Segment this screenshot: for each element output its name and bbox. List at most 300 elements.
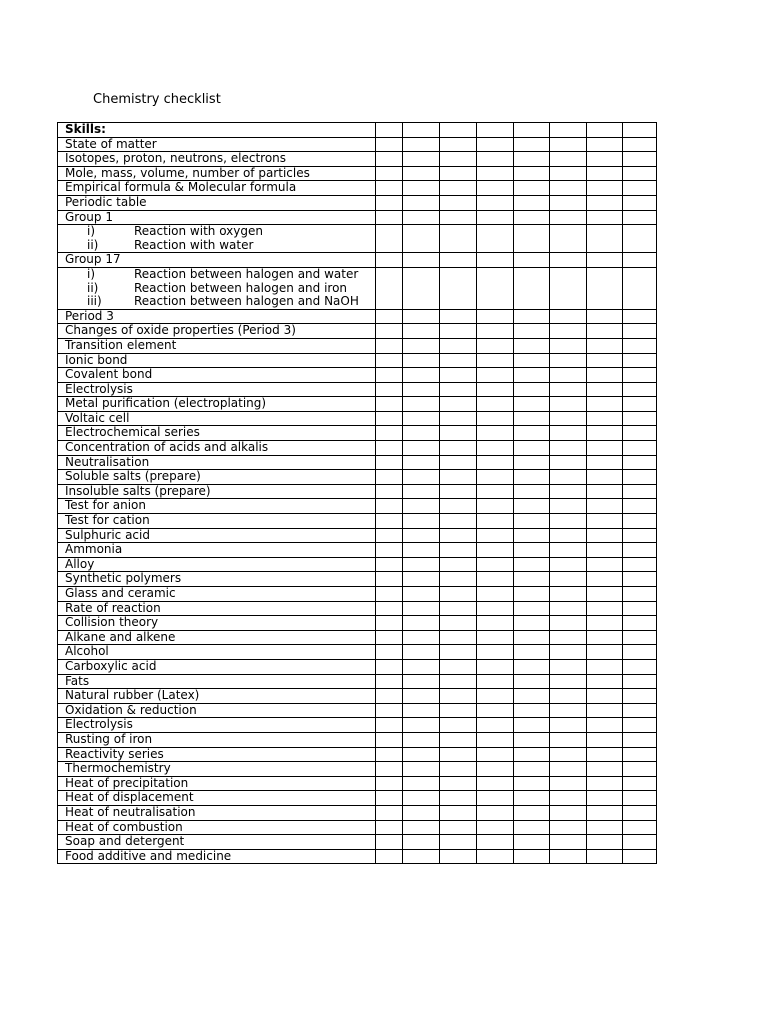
checkbox-cell[interactable]: [376, 267, 403, 309]
checkbox-cell[interactable]: [587, 776, 623, 791]
checkbox-cell[interactable]: [477, 674, 514, 689]
checkbox-cell[interactable]: [587, 309, 623, 324]
checkbox-cell[interactable]: [514, 587, 550, 602]
checkbox-cell[interactable]: [514, 499, 550, 514]
checkbox-cell[interactable]: [514, 137, 550, 152]
checkbox-cell[interactable]: [477, 353, 514, 368]
checkbox-cell[interactable]: [376, 528, 403, 543]
checkbox-cell[interactable]: [477, 630, 514, 645]
checkbox-cell[interactable]: [587, 441, 623, 456]
checkbox-cell[interactable]: [440, 225, 477, 253]
checkbox-cell[interactable]: [514, 324, 550, 339]
checkbox-cell[interactable]: [440, 849, 477, 864]
checkbox-cell[interactable]: [550, 253, 587, 268]
checkbox-cell[interactable]: [550, 338, 587, 353]
checkbox-cell[interactable]: [514, 368, 550, 383]
checkbox-cell[interactable]: [440, 835, 477, 850]
checkbox-cell[interactable]: [376, 195, 403, 210]
checkbox-cell[interactable]: [477, 791, 514, 806]
checkbox-cell[interactable]: [477, 849, 514, 864]
checkbox-cell[interactable]: [440, 659, 477, 674]
checkbox-cell[interactable]: [403, 762, 440, 777]
checkbox-cell[interactable]: [440, 514, 477, 529]
checkbox-cell[interactable]: [477, 601, 514, 616]
checkbox-cell[interactable]: [550, 732, 587, 747]
checkbox-cell[interactable]: [587, 849, 623, 864]
checkbox-cell[interactable]: [376, 572, 403, 587]
checkbox-cell[interactable]: [623, 659, 657, 674]
checkbox-cell[interactable]: [587, 528, 623, 543]
checkbox-cell[interactable]: [623, 572, 657, 587]
checkbox-cell[interactable]: [440, 805, 477, 820]
checkbox-cell[interactable]: [514, 166, 550, 181]
checkbox-cell[interactable]: [477, 820, 514, 835]
checkbox-cell[interactable]: [514, 397, 550, 412]
checkbox-cell[interactable]: [403, 455, 440, 470]
checkbox-cell[interactable]: [623, 499, 657, 514]
checkbox-cell[interactable]: [440, 645, 477, 660]
checkbox-cell[interactable]: [514, 181, 550, 196]
checkbox-cell[interactable]: [623, 470, 657, 485]
checkbox-cell[interactable]: [403, 338, 440, 353]
checkbox-cell[interactable]: [440, 324, 477, 339]
checkbox-cell[interactable]: [477, 470, 514, 485]
checkbox-cell[interactable]: [623, 835, 657, 850]
checkbox-cell[interactable]: [514, 674, 550, 689]
checkbox-cell[interactable]: [587, 368, 623, 383]
checkbox-cell[interactable]: [623, 820, 657, 835]
checkbox-cell[interactable]: [477, 718, 514, 733]
checkbox-cell[interactable]: [587, 470, 623, 485]
checkbox-cell[interactable]: [403, 368, 440, 383]
checkbox-cell[interactable]: [550, 470, 587, 485]
checkbox-cell[interactable]: [550, 368, 587, 383]
checkbox-cell[interactable]: [403, 137, 440, 152]
checkbox-cell[interactable]: [550, 137, 587, 152]
checkbox-cell[interactable]: [514, 659, 550, 674]
checkbox-cell[interactable]: [477, 137, 514, 152]
checkbox-cell[interactable]: [514, 210, 550, 225]
checkbox-cell[interactable]: [550, 791, 587, 806]
checkbox-cell[interactable]: [376, 703, 403, 718]
checkbox-cell[interactable]: [440, 137, 477, 152]
checkbox-cell[interactable]: [514, 353, 550, 368]
checkbox-cell[interactable]: [440, 557, 477, 572]
checkbox-cell[interactable]: [623, 762, 657, 777]
checkbox-cell[interactable]: [623, 382, 657, 397]
checkbox-cell[interactable]: [623, 718, 657, 733]
checkbox-cell[interactable]: [376, 587, 403, 602]
checkbox-cell[interactable]: [623, 267, 657, 309]
checkbox-cell[interactable]: [514, 267, 550, 309]
checkbox-cell[interactable]: [514, 703, 550, 718]
checkbox-cell[interactable]: [623, 309, 657, 324]
checkbox-cell[interactable]: [550, 382, 587, 397]
checkbox-cell[interactable]: [623, 674, 657, 689]
checkbox-cell[interactable]: [550, 455, 587, 470]
checkbox-cell[interactable]: [623, 152, 657, 167]
checkbox-cell[interactable]: [477, 659, 514, 674]
checkbox-cell[interactable]: [376, 645, 403, 660]
checkbox-cell[interactable]: [623, 703, 657, 718]
checkbox-cell[interactable]: [477, 514, 514, 529]
checkbox-cell[interactable]: [403, 514, 440, 529]
checkbox-cell[interactable]: [440, 441, 477, 456]
checkbox-cell[interactable]: [403, 225, 440, 253]
checkbox-cell[interactable]: [376, 689, 403, 704]
checkbox-cell[interactable]: [550, 762, 587, 777]
checkbox-cell[interactable]: [403, 703, 440, 718]
checkbox-cell[interactable]: [440, 820, 477, 835]
checkbox-cell[interactable]: [514, 382, 550, 397]
checkbox-cell[interactable]: [376, 324, 403, 339]
checkbox-cell[interactable]: [477, 225, 514, 253]
checkbox-cell[interactable]: [477, 210, 514, 225]
checkbox-cell[interactable]: [550, 309, 587, 324]
checkbox-cell[interactable]: [440, 152, 477, 167]
checkbox-cell[interactable]: [550, 411, 587, 426]
checkbox-cell[interactable]: [514, 514, 550, 529]
checkbox-cell[interactable]: [514, 123, 550, 138]
checkbox-cell[interactable]: [477, 645, 514, 660]
checkbox-cell[interactable]: [623, 689, 657, 704]
checkbox-cell[interactable]: [550, 195, 587, 210]
checkbox-cell[interactable]: [477, 411, 514, 426]
checkbox-cell[interactable]: [587, 267, 623, 309]
checkbox-cell[interactable]: [587, 587, 623, 602]
checkbox-cell[interactable]: [550, 703, 587, 718]
checkbox-cell[interactable]: [587, 616, 623, 631]
checkbox-cell[interactable]: [587, 253, 623, 268]
checkbox-cell[interactable]: [514, 762, 550, 777]
checkbox-cell[interactable]: [403, 195, 440, 210]
checkbox-cell[interactable]: [376, 601, 403, 616]
checkbox-cell[interactable]: [623, 166, 657, 181]
checkbox-cell[interactable]: [403, 747, 440, 762]
checkbox-cell[interactable]: [623, 353, 657, 368]
checkbox-cell[interactable]: [440, 123, 477, 138]
checkbox-cell[interactable]: [550, 616, 587, 631]
checkbox-cell[interactable]: [514, 557, 550, 572]
checkbox-cell[interactable]: [376, 674, 403, 689]
checkbox-cell[interactable]: [440, 747, 477, 762]
checkbox-cell[interactable]: [440, 210, 477, 225]
checkbox-cell[interactable]: [514, 338, 550, 353]
checkbox-cell[interactable]: [376, 441, 403, 456]
checkbox-cell[interactable]: [403, 835, 440, 850]
checkbox-cell[interactable]: [440, 470, 477, 485]
checkbox-cell[interactable]: [403, 849, 440, 864]
checkbox-cell[interactable]: [550, 441, 587, 456]
checkbox-cell[interactable]: [587, 835, 623, 850]
checkbox-cell[interactable]: [514, 309, 550, 324]
checkbox-cell[interactable]: [550, 849, 587, 864]
checkbox-cell[interactable]: [376, 747, 403, 762]
checkbox-cell[interactable]: [376, 514, 403, 529]
checkbox-cell[interactable]: [477, 528, 514, 543]
checkbox-cell[interactable]: [587, 499, 623, 514]
checkbox-cell[interactable]: [477, 324, 514, 339]
checkbox-cell[interactable]: [440, 195, 477, 210]
checkbox-cell[interactable]: [514, 718, 550, 733]
checkbox-cell[interactable]: [440, 630, 477, 645]
checkbox-cell[interactable]: [550, 426, 587, 441]
checkbox-cell[interactable]: [587, 718, 623, 733]
checkbox-cell[interactable]: [403, 543, 440, 558]
checkbox-cell[interactable]: [440, 484, 477, 499]
checkbox-cell[interactable]: [403, 210, 440, 225]
checkbox-cell[interactable]: [440, 181, 477, 196]
checkbox-cell[interactable]: [514, 689, 550, 704]
checkbox-cell[interactable]: [440, 543, 477, 558]
checkbox-cell[interactable]: [514, 747, 550, 762]
checkbox-cell[interactable]: [587, 166, 623, 181]
checkbox-cell[interactable]: [477, 762, 514, 777]
checkbox-cell[interactable]: [550, 499, 587, 514]
checkbox-cell[interactable]: [587, 426, 623, 441]
checkbox-cell[interactable]: [550, 820, 587, 835]
checkbox-cell[interactable]: [587, 630, 623, 645]
checkbox-cell[interactable]: [403, 309, 440, 324]
checkbox-cell[interactable]: [403, 382, 440, 397]
checkbox-cell[interactable]: [403, 659, 440, 674]
checkbox-cell[interactable]: [623, 210, 657, 225]
checkbox-cell[interactable]: [376, 368, 403, 383]
checkbox-cell[interactable]: [440, 338, 477, 353]
checkbox-cell[interactable]: [440, 732, 477, 747]
checkbox-cell[interactable]: [623, 630, 657, 645]
checkbox-cell[interactable]: [403, 557, 440, 572]
checkbox-cell[interactable]: [550, 805, 587, 820]
checkbox-cell[interactable]: [587, 645, 623, 660]
checkbox-cell[interactable]: [440, 267, 477, 309]
checkbox-cell[interactable]: [440, 762, 477, 777]
checkbox-cell[interactable]: [477, 253, 514, 268]
checkbox-cell[interactable]: [440, 674, 477, 689]
checkbox-cell[interactable]: [440, 253, 477, 268]
checkbox-cell[interactable]: [623, 543, 657, 558]
checkbox-cell[interactable]: [514, 572, 550, 587]
checkbox-cell[interactable]: [477, 616, 514, 631]
checkbox-cell[interactable]: [514, 195, 550, 210]
checkbox-cell[interactable]: [587, 659, 623, 674]
checkbox-cell[interactable]: [623, 181, 657, 196]
checkbox-cell[interactable]: [477, 732, 514, 747]
checkbox-cell[interactable]: [376, 484, 403, 499]
checkbox-cell[interactable]: [477, 152, 514, 167]
checkbox-cell[interactable]: [550, 689, 587, 704]
checkbox-cell[interactable]: [477, 703, 514, 718]
checkbox-cell[interactable]: [550, 484, 587, 499]
checkbox-cell[interactable]: [587, 210, 623, 225]
checkbox-cell[interactable]: [477, 338, 514, 353]
checkbox-cell[interactable]: [550, 210, 587, 225]
checkbox-cell[interactable]: [550, 776, 587, 791]
checkbox-cell[interactable]: [587, 762, 623, 777]
checkbox-cell[interactable]: [403, 411, 440, 426]
checkbox-cell[interactable]: [477, 572, 514, 587]
checkbox-cell[interactable]: [623, 601, 657, 616]
checkbox-cell[interactable]: [440, 353, 477, 368]
checkbox-cell[interactable]: [403, 776, 440, 791]
checkbox-cell[interactable]: [550, 225, 587, 253]
checkbox-cell[interactable]: [623, 338, 657, 353]
checkbox-cell[interactable]: [440, 587, 477, 602]
checkbox-cell[interactable]: [440, 411, 477, 426]
checkbox-cell[interactable]: [403, 181, 440, 196]
checkbox-cell[interactable]: [376, 805, 403, 820]
checkbox-cell[interactable]: [477, 776, 514, 791]
checkbox-cell[interactable]: [550, 353, 587, 368]
checkbox-cell[interactable]: [550, 645, 587, 660]
checkbox-cell[interactable]: [623, 368, 657, 383]
checkbox-cell[interactable]: [514, 820, 550, 835]
checkbox-cell[interactable]: [376, 557, 403, 572]
checkbox-cell[interactable]: [587, 820, 623, 835]
checkbox-cell[interactable]: [477, 195, 514, 210]
checkbox-cell[interactable]: [623, 616, 657, 631]
checkbox-cell[interactable]: [587, 195, 623, 210]
checkbox-cell[interactable]: [623, 776, 657, 791]
checkbox-cell[interactable]: [477, 747, 514, 762]
checkbox-cell[interactable]: [550, 630, 587, 645]
checkbox-cell[interactable]: [550, 181, 587, 196]
checkbox-cell[interactable]: [514, 732, 550, 747]
checkbox-cell[interactable]: [623, 324, 657, 339]
checkbox-cell[interactable]: [477, 499, 514, 514]
checkbox-cell[interactable]: [550, 123, 587, 138]
checkbox-cell[interactable]: [376, 426, 403, 441]
checkbox-cell[interactable]: [477, 368, 514, 383]
checkbox-cell[interactable]: [514, 835, 550, 850]
checkbox-cell[interactable]: [587, 805, 623, 820]
checkbox-cell[interactable]: [514, 645, 550, 660]
checkbox-cell[interactable]: [376, 397, 403, 412]
checkbox-cell[interactable]: [376, 659, 403, 674]
checkbox-cell[interactable]: [403, 587, 440, 602]
checkbox-cell[interactable]: [440, 499, 477, 514]
checkbox-cell[interactable]: [376, 225, 403, 253]
checkbox-cell[interactable]: [477, 805, 514, 820]
checkbox-cell[interactable]: [440, 572, 477, 587]
checkbox-cell[interactable]: [477, 123, 514, 138]
checkbox-cell[interactable]: [403, 791, 440, 806]
checkbox-cell[interactable]: [376, 253, 403, 268]
checkbox-cell[interactable]: [623, 732, 657, 747]
checkbox-cell[interactable]: [440, 791, 477, 806]
checkbox-cell[interactable]: [623, 195, 657, 210]
checkbox-cell[interactable]: [477, 267, 514, 309]
checkbox-cell[interactable]: [376, 732, 403, 747]
checkbox-cell[interactable]: [514, 849, 550, 864]
checkbox-cell[interactable]: [550, 674, 587, 689]
checkbox-cell[interactable]: [623, 747, 657, 762]
checkbox-cell[interactable]: [440, 309, 477, 324]
checkbox-cell[interactable]: [587, 338, 623, 353]
checkbox-cell[interactable]: [440, 166, 477, 181]
checkbox-cell[interactable]: [403, 166, 440, 181]
checkbox-cell[interactable]: [376, 470, 403, 485]
checkbox-cell[interactable]: [623, 411, 657, 426]
checkbox-cell[interactable]: [550, 267, 587, 309]
checkbox-cell[interactable]: [477, 309, 514, 324]
checkbox-cell[interactable]: [587, 455, 623, 470]
checkbox-cell[interactable]: [623, 426, 657, 441]
checkbox-cell[interactable]: [587, 324, 623, 339]
checkbox-cell[interactable]: [550, 659, 587, 674]
checkbox-cell[interactable]: [376, 455, 403, 470]
checkbox-cell[interactable]: [514, 253, 550, 268]
checkbox-cell[interactable]: [477, 397, 514, 412]
checkbox-cell[interactable]: [623, 123, 657, 138]
checkbox-cell[interactable]: [514, 601, 550, 616]
checkbox-cell[interactable]: [514, 776, 550, 791]
checkbox-cell[interactable]: [477, 181, 514, 196]
checkbox-cell[interactable]: [403, 426, 440, 441]
checkbox-cell[interactable]: [440, 601, 477, 616]
checkbox-cell[interactable]: [376, 820, 403, 835]
checkbox-cell[interactable]: [514, 411, 550, 426]
checkbox-cell[interactable]: [376, 210, 403, 225]
checkbox-cell[interactable]: [376, 353, 403, 368]
checkbox-cell[interactable]: [440, 528, 477, 543]
checkbox-cell[interactable]: [440, 382, 477, 397]
checkbox-cell[interactable]: [550, 835, 587, 850]
checkbox-cell[interactable]: [514, 805, 550, 820]
checkbox-cell[interactable]: [376, 849, 403, 864]
checkbox-cell[interactable]: [587, 137, 623, 152]
checkbox-cell[interactable]: [376, 499, 403, 514]
checkbox-cell[interactable]: [550, 152, 587, 167]
checkbox-cell[interactable]: [376, 123, 403, 138]
checkbox-cell[interactable]: [587, 689, 623, 704]
checkbox-cell[interactable]: [623, 455, 657, 470]
checkbox-cell[interactable]: [587, 543, 623, 558]
checkbox-cell[interactable]: [550, 601, 587, 616]
checkbox-cell[interactable]: [623, 397, 657, 412]
checkbox-cell[interactable]: [623, 225, 657, 253]
checkbox-cell[interactable]: [477, 382, 514, 397]
checkbox-cell[interactable]: [587, 747, 623, 762]
checkbox-cell[interactable]: [440, 703, 477, 718]
checkbox-cell[interactable]: [376, 776, 403, 791]
checkbox-cell[interactable]: [376, 181, 403, 196]
checkbox-cell[interactable]: [403, 484, 440, 499]
checkbox-cell[interactable]: [514, 441, 550, 456]
checkbox-cell[interactable]: [403, 123, 440, 138]
checkbox-cell[interactable]: [514, 543, 550, 558]
checkbox-cell[interactable]: [403, 441, 440, 456]
checkbox-cell[interactable]: [403, 397, 440, 412]
checkbox-cell[interactable]: [514, 616, 550, 631]
checkbox-cell[interactable]: [376, 616, 403, 631]
checkbox-cell[interactable]: [623, 253, 657, 268]
checkbox-cell[interactable]: [550, 397, 587, 412]
checkbox-cell[interactable]: [514, 630, 550, 645]
checkbox-cell[interactable]: [587, 397, 623, 412]
checkbox-cell[interactable]: [587, 557, 623, 572]
checkbox-cell[interactable]: [550, 572, 587, 587]
checkbox-cell[interactable]: [403, 528, 440, 543]
checkbox-cell[interactable]: [376, 137, 403, 152]
checkbox-cell[interactable]: [403, 152, 440, 167]
checkbox-cell[interactable]: [376, 718, 403, 733]
checkbox-cell[interactable]: [623, 557, 657, 572]
checkbox-cell[interactable]: [477, 543, 514, 558]
checkbox-cell[interactable]: [477, 166, 514, 181]
checkbox-cell[interactable]: [440, 368, 477, 383]
checkbox-cell[interactable]: [403, 616, 440, 631]
